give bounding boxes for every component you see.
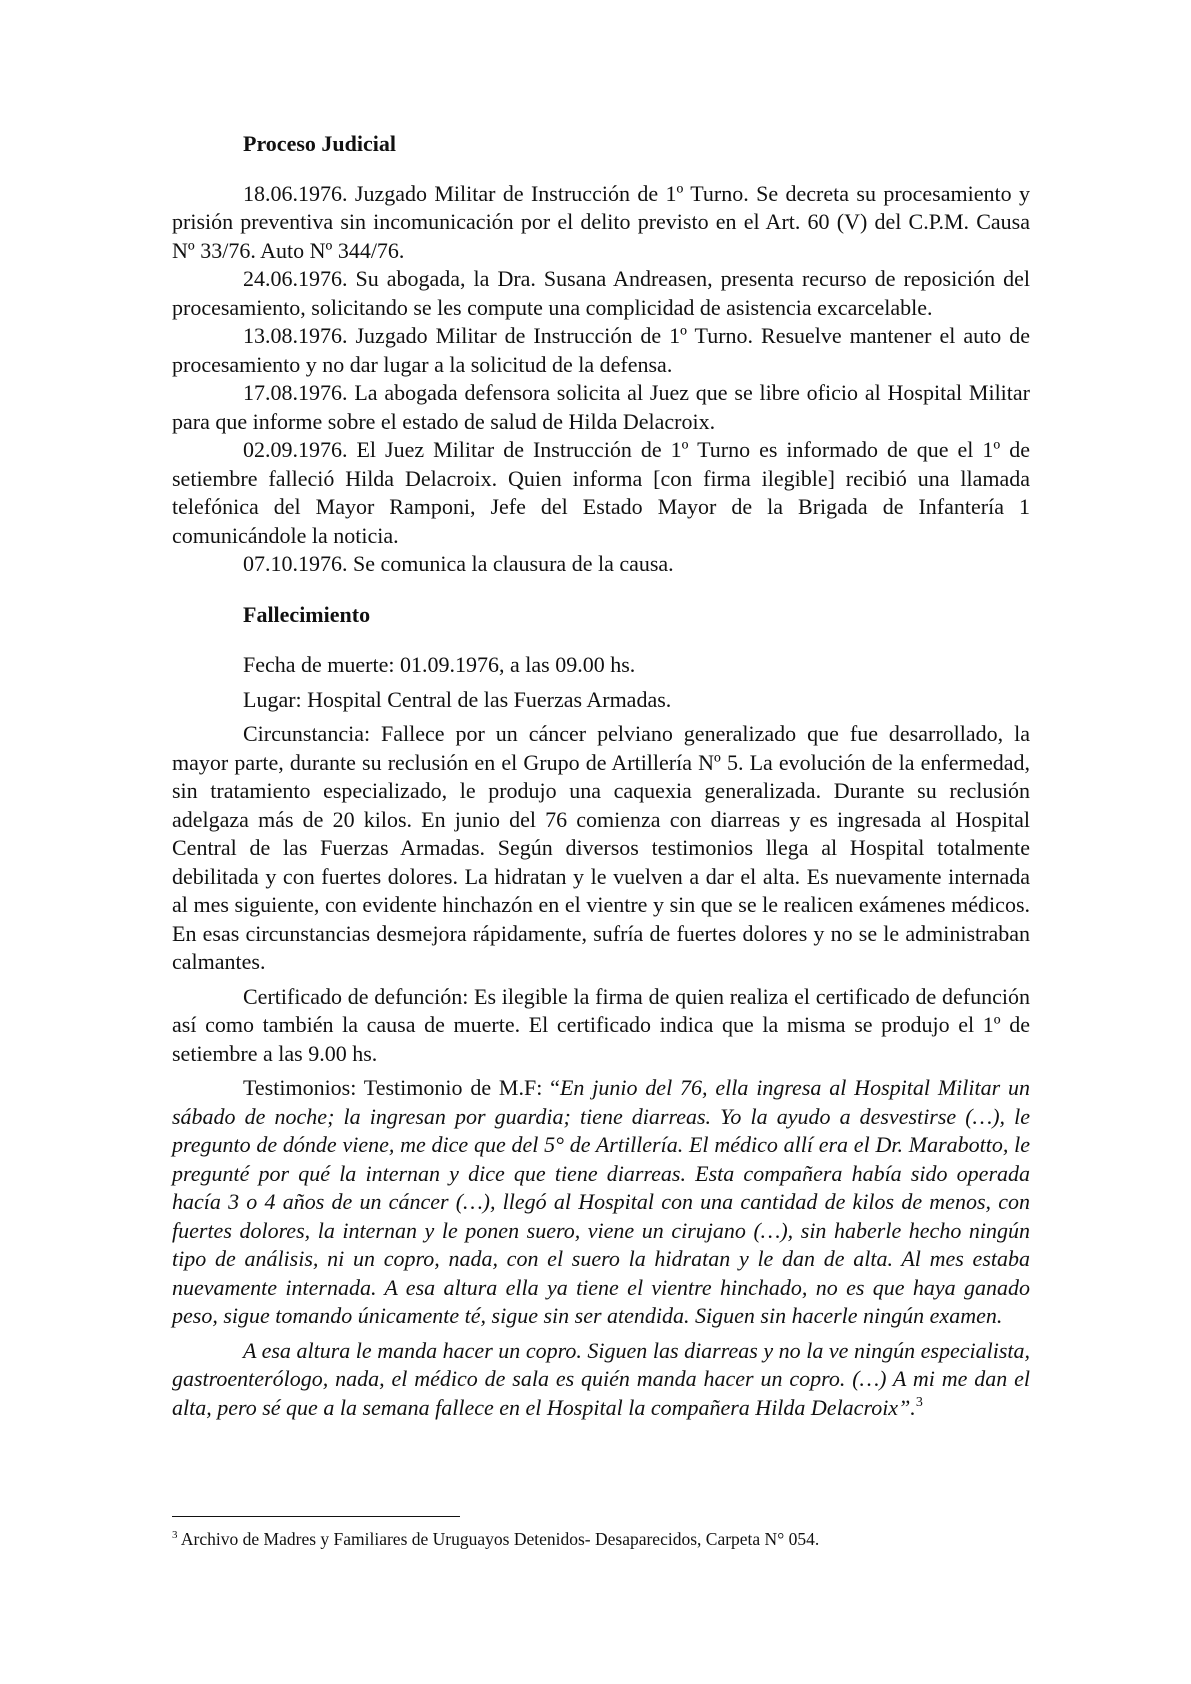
footnote-number: 3 <box>172 1529 178 1541</box>
proceso-entry-5: 02.09.1976. El Juez Militar de Instrucción de 1º Turno es informado de que el 1º de setiembre falleció Hilda Delacroix. Quien informa [con firma ilegible] recibió una llamada telefónica del Mayor Ramponi, Jefe del Estado Mayor de la Brigada de Infantería 1 comunicándole la noticia. <box>172 437 1030 548</box>
testimonio-paragraph-1 <box>172 1074 1030 1331</box>
testimonios-lead: Testimonios: Testimonio de M.F: “ <box>243 1075 560 1100</box>
section-heading-fallecimiento: Fallecimiento <box>243 601 371 627</box>
certificado-de-defuncion: Certificado de defunción: Es ilegible la firma de quien realiza el certificado de defunción así como también la causa de muerte. El certificado indica que la misma se produjo el 1º de setiembre a las 9.00 hs. <box>172 983 1030 1066</box>
lugar: Lugar: Hospital Central de las Fuerzas Armadas. <box>243 686 672 712</box>
footnote <box>172 1528 1030 1550</box>
testimonio-quote-1: En junio del 76, ella ingresa al Hospital Militar un sábado de noche; la ingresan por guardia; tiene diarreas. Yo la ayudo a desvestirse (…), le pregunto de dónde viene, me dice que del 5° de Artillería. El médico allí era el Dr. Marabotto, le pregunté por qué la internan y dice que tiene diarreas. Esta compañera había sido operada hacía 3 o 4 años de un cáncer (…), llegó al Hospital con una cantidad de kilos de menos, con fuertes dolores, la internan y le ponen suero, viene un cirujano (…), sin haberle hecho ningún tipo de análisis, ni un copro, nada, con el suero la hidratan y le dan de alta. Al mes estaba nuevamente internada. A esa altura ella ya tiene el vientre hinchado, no es que haya ganado peso, sigue tomando únicamente té, sigue sin ser atendida. Siguen sin hacerle ningún examen. <box>172 1075 1030 1328</box>
proceso-entry-1: 18.06.1976. Juzgado Militar de Instrucción de 1º Turno. Se decreta su procesamiento y prisión preventiva sin incomunicación por el delito previsto en el Art. 60 (V) del C.P.M. Causa Nº 33/76. Auto Nº 344/76. <box>172 180 1030 263</box>
proceso-entry-3: 13.08.1976. Juzgado Militar de Instrucción de 1º Turno. Resuelve mantener el auto de procesamiento y no dar lugar a la solicitud de la defensa. <box>172 323 1030 377</box>
proceso-entry-6: 07.10.1976. Se comunica la clausura de la causa. <box>243 551 674 576</box>
footnote-reference: 3 <box>915 1394 923 1410</box>
circunstancia: Circunstancia: Fallece por un cáncer pelviano generalizado que fue desarrollado, la mayor parte, durante su reclusión en el Grupo de Artillería Nº 5. La evolución de la enfermedad, sin tratamiento especializado, le produjo una caquexia generalizada. Durante su reclusión adelgaza más de 20 kilos. En junio del 76 comienza con diarreas y es ingresada al Hospital Central de las Fuerzas Armadas. Según diversos testimonios llega al Hospital totalmente debilitada y con fuertes dolores. La hidratan y le vuelven a dar el alta. Es nuevamente internada al mes siguiente, con evidente hinchazón en el vientre y sin que se le realicen exámenes médicos. En esas circunstancias desmejora rápidamente, sufría de fuertes dolores y no se le administraban calmantes. <box>172 721 1030 974</box>
testimonio-quote-2: A esa altura le manda hacer un copro. Siguen las diarreas y no la ve ningún especialista, gastroenterólogo, nada, el médico de sala es quién manda hacer un copro. (…) A mi me dan el alta, pero sé que a la semana fallece en el Hospital la compañera Hilda Delacroix”. <box>172 1337 1030 1420</box>
proceso-entry-2: 24.06.1976. Su abogada, la Dra. Susana Andreasen, presenta recurso de reposición del procesamiento, solicitando se les compute una complicidad de asistencia excarcelable. <box>172 266 1030 320</box>
document-page <box>172 130 1030 1422</box>
footnote-separator <box>172 1516 460 1517</box>
proceso-entry-4: 17.08.1976. La abogada defensora solicita al Juez que se libre oficio al Hospital Militar para que informe sobre el estado de salud de Hilda Delacroix. <box>172 380 1030 434</box>
footnote-text: Archivo de Madres y Familiares de Uruguayos Detenidos- Desaparecidos, Carpeta N° 054. <box>180 1529 820 1549</box>
fecha-de-muerte: Fecha de muerte: 01.09.1976, a las 09.00 hs. <box>243 652 636 677</box>
testimonio-paragraph-2 <box>172 1337 1030 1423</box>
section-heading-proceso: Proceso Judicial <box>243 131 396 156</box>
